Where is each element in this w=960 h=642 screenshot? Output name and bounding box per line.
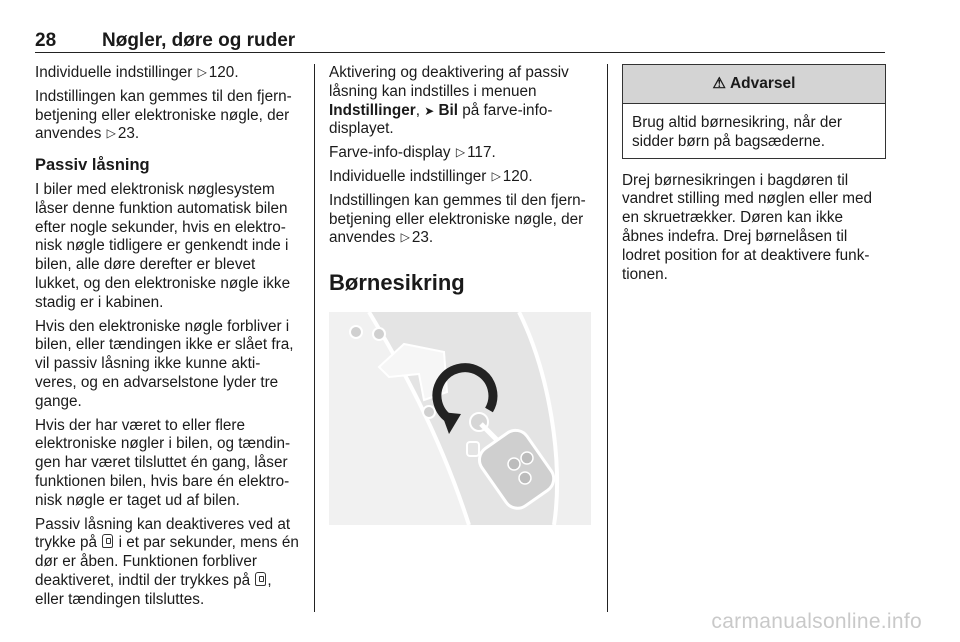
section-heading-boernesikring: Børnesikring [329, 270, 465, 296]
reference-arrow-icon: ▷ [106, 126, 116, 141]
paragraph: Individuelle indstillinger ▷ 120. [329, 167, 533, 185]
watermark: carmanualsonline.info [711, 610, 922, 633]
menu-item-indstillinger: Indstillinger [329, 101, 416, 119]
page-reference-link[interactable]: 23. [411, 229, 434, 247]
door-child-lock-drawing [329, 312, 591, 525]
menu-arrow-icon: ➤ [424, 103, 435, 118]
paragraph: Farve-info-display ▷ 117. [329, 144, 496, 162]
warning-text: Brug altid børnesikring, når der sidder børn på bagsæderne. [632, 114, 843, 150]
key-lock-icon [255, 572, 266, 586]
warning-box [622, 64, 886, 159]
warning-header [623, 65, 885, 104]
reference-arrow-icon: ▷ [400, 230, 410, 245]
menu-item-bil: Bil [438, 101, 459, 119]
paragraph: Indstillingen kan gemmes til den fjern-betjening eller elektroniske nøgle, der anvendes ▷ 23. [329, 191, 586, 247]
paragraph: Hvis den elektroniske nøgle forbliver i bilen, eller tændingen ikke er slået fra, vil passiv låsning ikke kunne akti-veres, og en advarselstone lyder tre gange. [35, 317, 294, 410]
reference-arrow-icon: ▷ [455, 145, 466, 160]
column-right [622, 64, 886, 289]
page-reference-link[interactable]: 120. [208, 64, 239, 81]
column-middle [329, 64, 593, 525]
page-header [35, 30, 885, 53]
child-lock-illustration [329, 312, 591, 525]
key-lock-icon [102, 534, 113, 548]
warning-title: Advarsel [729, 74, 796, 92]
paragraph: Indstillingen kan gemmes til den fjern-betjening eller elektroniske nøgle, der anvendes ▷ 23. [35, 87, 292, 143]
warning-triangle-icon: ⚠ [712, 74, 726, 92]
reference-arrow-icon: ▷ [491, 168, 501, 183]
paragraph: Hvis der har været to eller flere elektroniske nøgler i bilen, og tændin-gen har været tilsluttet én gang, låser funktionen bilen, hvis bare én elektro-nisk nøgle er taget ud af bilen. [35, 416, 291, 509]
page-title: Nøgler, døre og ruder [102, 30, 296, 51]
column-divider [607, 64, 608, 612]
page-reference-link[interactable]: 23. [117, 125, 140, 143]
paragraph: Individuelle indstillinger ▷ 120. [35, 64, 239, 81]
reference-arrow-icon: ▷ [197, 65, 207, 79]
page-number: 28 [35, 30, 57, 51]
column-left [35, 64, 301, 615]
paragraph: Drej børnesikringen i bagdøren til vandret stilling med nøglen eller med en skruetrækker. Døren kan ikke åbnes indefra. Drej børnelåsen til lodret position for at deaktivere funk-tionen. [622, 171, 872, 283]
paragraph: I biler med elektronisk nøglesystem låser denne funktion automatisk bilen efter nogle sekunder, hvis en elektro-nisk nøgle tidligere er genkendt inde i bilen, alle døre derefter er blevet lukket, og den elektroniske nøgle ikke stadig er i kabinen. [35, 180, 291, 311]
section-heading-passiv-laasning: Passiv låsning [35, 156, 150, 175]
paragraph: Aktivering og deaktivering af passiv låsning kan indstilles i menuen Indstillinger, ➤ Bil på farve-info-displayet. [329, 64, 569, 138]
paragraph: Passiv låsning kan deaktiveres ved at trykke på i et par sekunder, mens én dør er åben. Funktionen forbliver deaktiveret, indtil der trykkes på , eller tændingen tilsluttes. [35, 515, 299, 608]
column-divider [314, 64, 315, 612]
page-reference-link[interactable]: 117. [467, 144, 496, 162]
page-reference-link[interactable]: 120. [502, 167, 533, 185]
